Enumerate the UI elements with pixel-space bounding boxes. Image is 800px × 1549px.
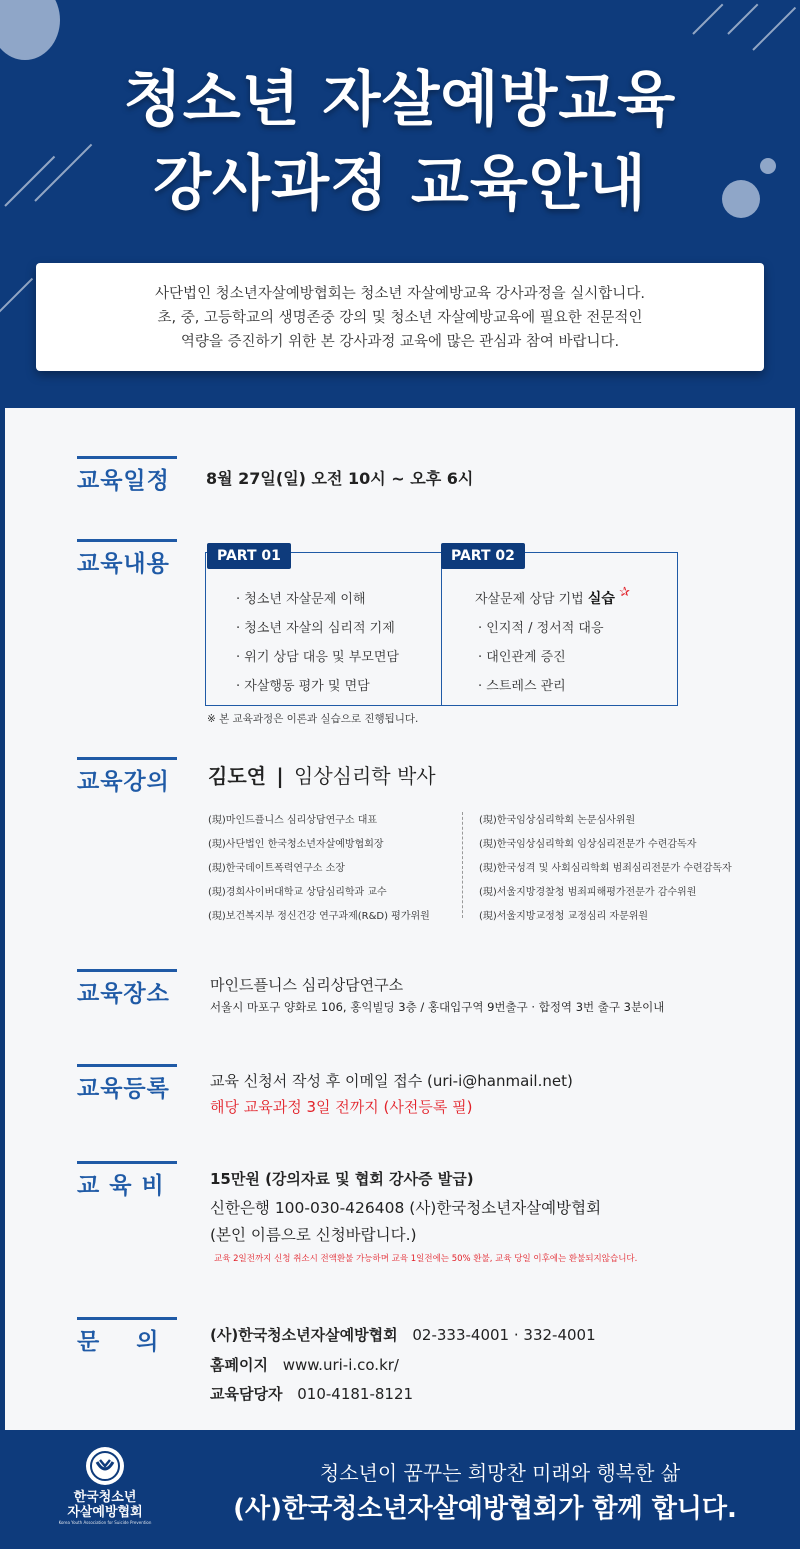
credential-item: (現)한국성격 및 사회심리학회 범죄심리전문가 수련감독자 <box>479 863 732 874</box>
decor-line <box>727 4 758 35</box>
schedule-label: 교육일정 <box>77 462 170 495</box>
lecturer-label: 교육강의 <box>77 763 170 796</box>
decor-line <box>692 4 723 35</box>
fee-bank: 신한은행 100-030-426408 (사)한국청소년자살예방협회 <box>210 1199 602 1217</box>
venue-address: 서울시 마포구 양화로 106, 홍익빌딩 3층 / 홍대입구역 9번출구 · 합정역 3번 출구 3분이내 <box>210 1000 665 1014</box>
credential-item: (現)마인드플니스 심리상담연구소 대표 <box>208 815 378 826</box>
hero-banner <box>0 0 800 410</box>
credential-item: (現)서울지방경찰청 범죄피해평가전문가 감수위원 <box>479 887 697 898</box>
logo-text-2: 자살예방협회 <box>67 1505 143 1520</box>
part1-item: · 청소년 자살문제 이해 <box>236 592 366 607</box>
venue-label: 교육장소 <box>77 975 170 1008</box>
contact-hp-label: 홈페이지 <box>210 1356 268 1374</box>
star-icon: ✰ <box>619 585 630 600</box>
slogan-line2: (사)한국청소년자살예방협회가 함께 합니다. <box>233 1494 737 1524</box>
part2-heading-text: 자살문제 상담 기법 <box>475 592 584 607</box>
refund-policy: 교육 2일전까지 신청 취소시 전액환불 가능하며 교육 1일전에는 50% 환불, 교육 당일 이후에는 환불되지않습니다. <box>214 1254 638 1264</box>
credential-item: (現)한국임상심리학회 논문심사위원 <box>479 815 636 826</box>
decor-line <box>752 7 796 51</box>
registration-line1: 교육 신청서 작성 후 이메일 접수 (uri-i@hanmail.net) <box>210 1072 573 1090</box>
part1-tag: PART 01 <box>207 543 291 569</box>
contact-hp-row <box>210 1354 399 1375</box>
contact-mgr-label: 교육담당자 <box>210 1385 283 1403</box>
part2-item: · 대인관계 증진 <box>478 650 566 665</box>
registration-deadline: 해당 교육과정 3일 전까지 (사전등록 필) <box>210 1098 473 1116</box>
credential-item: (現)경희사이버대학교 상담심리학과 교수 <box>208 887 387 898</box>
decor-line <box>0 278 33 322</box>
contact-label: 문 의 <box>77 1323 159 1356</box>
credential-item: (現)서울지방교정청 교정심리 자문위원 <box>479 911 649 922</box>
part1-item: · 자살행동 평가 및 면담 <box>236 679 370 694</box>
credential-item: (現)보건복지부 정신건강 연구과제(R&D) 평가위원 <box>208 911 430 922</box>
part1-item: · 위기 상담 대응 및 부모면담 <box>236 650 399 665</box>
intro-line: 사단법인 청소년자살예방협회는 청소년 자살예방교육 강사과정을 실시합니다. <box>155 286 645 302</box>
fee-amount: 15만원 (강의자료 및 협회 강사증 발급) <box>210 1170 474 1188</box>
logo-emblem-icon <box>85 1446 125 1486</box>
contact-mgr-row <box>210 1383 413 1404</box>
contact-phone: 02-333-4001 · 332-4001 <box>412 1326 596 1344</box>
footer <box>0 1430 800 1549</box>
part2-heading <box>475 585 630 608</box>
lecturer-name: 김도연 <box>208 764 266 788</box>
fee-note: (본인 이름으로 신청바랍니다.) <box>210 1226 417 1244</box>
credential-item: (現)사단법인 한국청소년자살예방협회장 <box>208 839 384 850</box>
logo-subtext: Korea Youth Association for Suicide Prevention <box>58 1520 152 1525</box>
lecturer-title: 임상심리학 박사 <box>294 764 436 788</box>
contact-org-row <box>210 1324 596 1345</box>
content-note: ※ 본 교육과정은 이론과 실습으로 진행됩니다. <box>207 713 419 725</box>
part2-item: · 인지적 / 정서적 대응 <box>478 621 604 636</box>
fee-label: 교 육 비 <box>77 1167 165 1200</box>
part2-item: · 스트레스 관리 <box>478 679 566 694</box>
lecturer-heading <box>208 760 436 789</box>
logo-text-1: 한국청소년 <box>73 1490 137 1505</box>
intro-box <box>36 263 764 371</box>
schedule-value: 8월 27일(일) 오전 10시 ~ 오후 6시 <box>206 469 474 488</box>
homepage-link[interactable]: www.uri-i.co.kr/ <box>282 1356 399 1374</box>
lecturer-separator: | <box>276 764 284 788</box>
contact-mgr-phone: 010-4181-8121 <box>297 1385 414 1403</box>
logo <box>50 1446 160 1546</box>
credential-item: (現)한국임상심리학회 임상심리전문가 수련감독자 <box>479 839 697 850</box>
part1-item: · 청소년 자살의 심리적 기제 <box>236 621 395 636</box>
part2-tag: PART 02 <box>441 543 525 569</box>
credential-divider <box>462 812 463 918</box>
contact-org: (사)한국청소년자살예방협회 <box>210 1326 398 1344</box>
registration-label: 교육등록 <box>77 1070 170 1103</box>
intro-line: 초, 중, 고등학교의 생명존중 강의 및 청소년 자살예방교육에 필요한 전문적인 <box>157 310 643 326</box>
slogan-line1: 청소년이 꿈꾸는 희망찬 미래와 행복한 삶 <box>319 1461 681 1485</box>
venue-name: 마인드플니스 심리상담연구소 <box>210 976 404 994</box>
page-title-line1: 청소년 자살예방교육 <box>123 65 677 135</box>
intro-line: 역량을 증진하기 위한 본 강사과정 교육에 많은 관심과 참여 바랍니다. <box>180 334 620 350</box>
part2-heading-emphasis: 실습 <box>587 591 615 607</box>
page-title-line2: 강사과정 교육안내 <box>153 149 647 219</box>
credential-item: (現)한국데이트폭력연구소 소장 <box>208 863 345 874</box>
content-label: 교육내용 <box>77 545 170 578</box>
decor-circle-large <box>0 0 60 60</box>
